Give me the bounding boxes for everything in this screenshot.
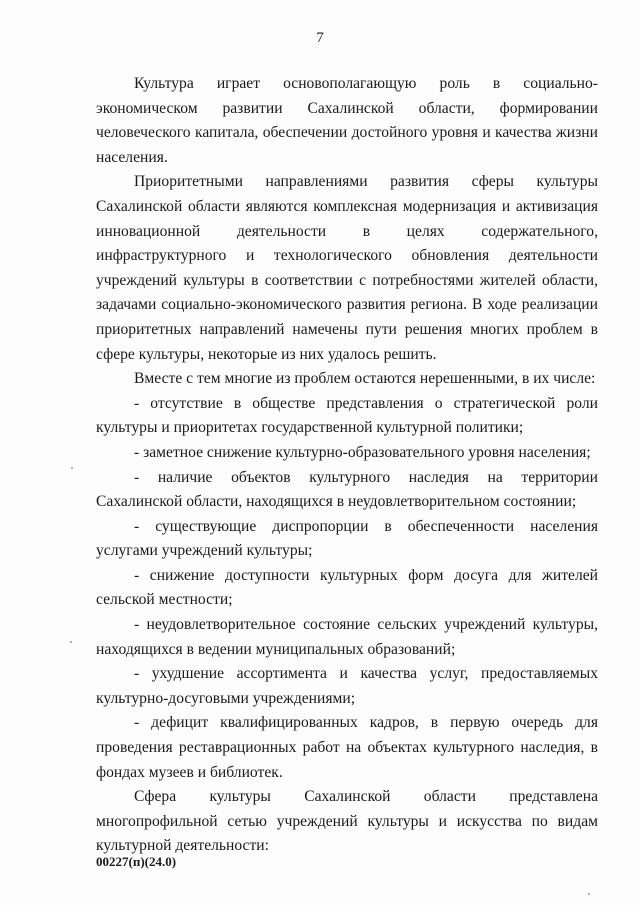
problem-list-item: - отсутствие в обществе представления о стратегической роли культуры и приоритетах государственной культурной политики;	[96, 394, 598, 437]
document-code: 00227(п)(24.0)	[96, 854, 177, 869]
problem-list-item: - неудовлетворительное состояние сельских учреждений культуры, находящихся в ведении муниципальных образований;	[96, 616, 598, 658]
paragraph-priorities: Приоритетными направлениями развития сферы культуры Сахалинской области являются комплексная модернизация и активизация инновационной деятельности в целях содержательного, инфраструктурного и технологического обновления деятельности учреждений культуры в соответствии с потребностями жителей области, задачами социально-экономического развития региона. В ходе реализации приоритетных направлений намечены пути решения многих проблем в сфере культуры, некоторые из них удалось решить.	[96, 173, 598, 363]
problem-list-item: - ухудшение ассортимента и качества услуг, предоставляемых культурно-досуговыми учреждениями;	[96, 665, 598, 707]
scan-speck	[70, 641, 72, 643]
body-text	[96, 72, 598, 859]
paragraph-intro: Культура играет основополагающую роль в социально-экономическом развитии Сахалинской области, формировании человеческого капитала, обеспечении достойного уровня и качества жизни населения.	[96, 75, 598, 166]
problem-list-item: - дефицит квалифицированных кадров, в первую очередь для проведения реставрационных работ на объектах культурного наследия, в фондах музеев и библиотек.	[96, 714, 598, 781]
problem-list-item: - существующие диспропорции в обеспеченности населения услугами учреждений культуры;	[96, 517, 598, 560]
page-number: 7	[316, 30, 324, 46]
scan-speck	[71, 467, 73, 469]
problem-list-item: - наличие объектов культурного наследия на территории Сахалинской области, находящихся в неудовлетворительном состоянии;	[96, 468, 598, 511]
problem-list-item: - снижение доступности культурных форм досуга для жителей сельской местности;	[96, 566, 598, 609]
paragraph-problems-lead: Вместе с тем многие из проблем остаются нерешенными, в их числе:	[134, 370, 596, 388]
paragraph-network: Сфера культуры Сахалинской области представлена многопрофильной сетью учреждений культуры и искусства по видам культурной деятельности:	[96, 788, 598, 855]
scan-speck	[588, 893, 590, 895]
problem-list-item: - заметное снижение культурно-образовательного уровня населения;	[134, 443, 591, 461]
